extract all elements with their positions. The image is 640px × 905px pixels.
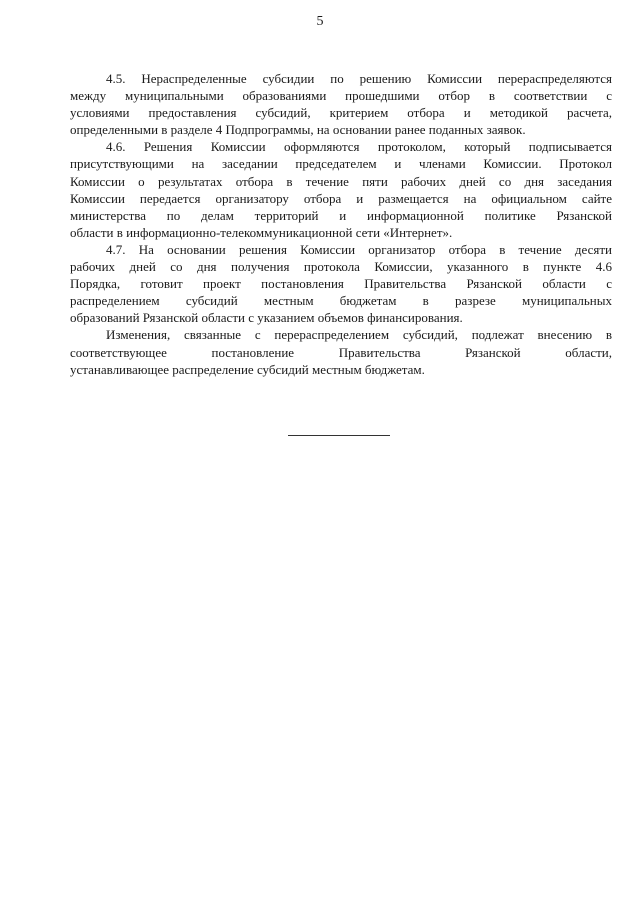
text-line: области в информационно-телекоммуникационной сети «Интернет».	[70, 224, 453, 240]
text-line: министерства по делам территорий и информационной политике Рязанской	[70, 207, 612, 223]
text-line: образований Рязанской области с указанием объемов финансирования.	[70, 310, 463, 326]
text-line: 4.7. На основании решения Комиссии организатор отбора в течение десяти	[106, 241, 612, 257]
text-line: Комиссии о результатах отбора в течение пяти рабочих дней со дня заседания	[70, 173, 612, 189]
text-line: определенными в разделе 4 Подпрограммы, на основании ранее поданных заявок.	[70, 122, 526, 138]
text-line: устанавливающее распределение субсидий местным бюджетам.	[70, 361, 425, 377]
page-number: 5	[316, 14, 324, 29]
text-line: Порядка, готовит проект постановления Правительства Рязанской области с	[70, 276, 612, 292]
text-line: 4.5. Нераспределенные субсидии по решению Комиссии перераспределяются	[106, 71, 612, 86]
paragraph-4-7	[70, 241, 612, 326]
paragraph-4-5	[70, 70, 612, 138]
text-line: Комиссии передается организатору отбора и размещается на официальном сайте	[70, 190, 612, 206]
text-line: присутствующими на заседании председателем и членами Комиссии. Протокол	[70, 156, 612, 172]
document-body	[70, 70, 612, 378]
end-divider	[288, 435, 390, 436]
paragraph-4-6	[70, 138, 612, 241]
paragraph-changes	[70, 326, 612, 377]
text-line: Изменения, связанные с перераспределением субсидий, подлежат внесению в	[106, 327, 612, 343]
text-line: распределением субсидий местным бюджетам в разрезе муниципальных	[70, 293, 612, 309]
text-line: условиями предоставления субсидий, критерием отбора и методикой расчета,	[70, 105, 612, 121]
text-line: между муниципальными образованиями прошедшими отбор в соответствии с	[70, 88, 612, 104]
text-line: рабочих дней со дня получения протокола Комиссии, указанного в пункте 4.6	[70, 259, 612, 275]
text-line: соответствующее постановление Правительства Рязанской области,	[70, 344, 612, 360]
text-line: 4.6. Решения Комиссии оформляются протоколом, который подписывается	[106, 139, 612, 155]
